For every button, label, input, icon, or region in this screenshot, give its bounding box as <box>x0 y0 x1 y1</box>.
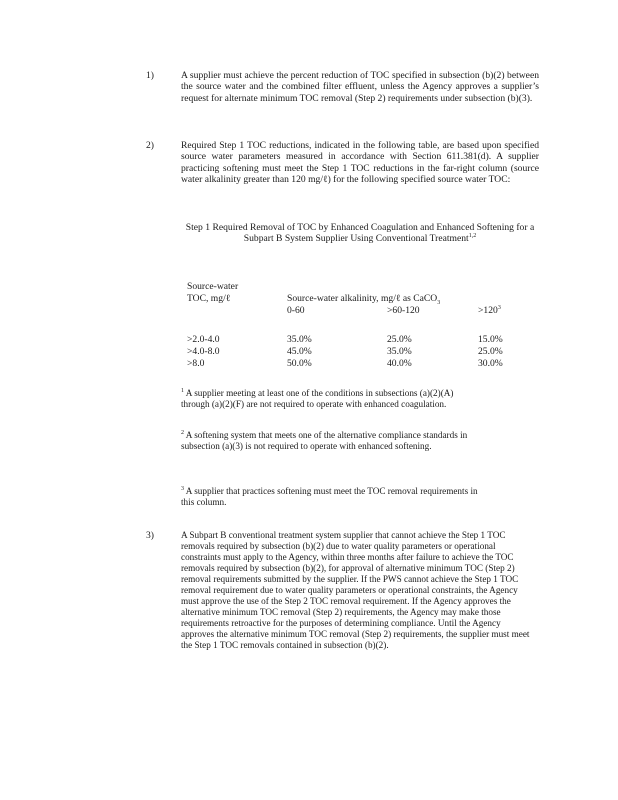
alkalinity-header <box>287 293 440 304</box>
item-3-text: A Subpart B conventional treatment system supplier that cannot achieve the Step 1 TOC removals required by subsection (b)(2) due to water quality parameters or operational constraints must apply to the Agency, within three months after failure to achieve the TOC removals required by subsection (b)(2), for approval of alternative minimum TOC (Step 2) removal requirements submitted by the supplier. If the PWS cannot achieve the Step 1 TOC removal requirement due to water quality parameters or operational constraints, the Agency must approve the use of the Step 2 TOC removal requirement. If the Agency approves the alternative minimum TOC removal (Step 2) requirements, the Agency may make those requirements retroactive for the purposes of determining compliance. Until the Agency approves the alternative minimum TOC removal (Step 2) requirements, the supplier must meet the Step 1 TOC removals contained in subsection (b)(2). <box>181 530 530 650</box>
table-cell-toc: >4.0-8.0 <box>187 346 220 357</box>
item-1-text: A supplier must achieve the percent reduction of TOC specified in subsection (b)(2) between the source water and the combined filter effluent, unless the Agency approves a supplier’s request for alternate minimum TOC removal (Step 2) requirements under subsection (b)(3). <box>181 70 539 104</box>
item-2-text: Required Step 1 TOC reductions, indicated in the following table, are based upon specified source water parameters measured in accordance with Section 611.381(d). A supplier practicing softening must meet the Step 1 TOC reductions in the far-right column (source water alkalinity greater than 120 mg/ℓ) for the following specified source water TOC: <box>181 140 539 186</box>
footnote-text: A softening system that meets one of the alternative compliance standards in subsection (a)(3) is not required to operate with enhanced softening. <box>181 430 468 451</box>
table-heading-sup: 1,2 <box>468 233 477 240</box>
col-header: 0-60 <box>287 305 305 316</box>
table-cell: 25.0% <box>478 346 503 357</box>
footnote-text: A supplier that practices softening must meet the TOC removal requirements in this column. <box>181 486 478 507</box>
alkalinity-header-text: Source-water alkalinity, mg/ℓ as CaCO <box>287 293 438 304</box>
table-cell: 35.0% <box>287 334 312 345</box>
table-cell-toc: >8.0 <box>187 358 205 369</box>
col-header-sup: 3 <box>497 304 501 311</box>
row-header-line2: TOC, mg/ℓ <box>187 293 231 304</box>
footnote-mark: 2 <box>181 429 184 436</box>
footnote-mark: 3 <box>181 485 184 492</box>
alkalinity-header-sub: 3 <box>437 299 441 306</box>
footnote-text: A supplier meeting at least one of the conditions in subsections (a)(2)(A) through (a)(2)(F) are not required to operate with enhanced coagulation. <box>181 388 454 409</box>
footnote-1 <box>181 388 481 410</box>
table-cell: 15.0% <box>478 334 503 345</box>
item-number: 3) <box>146 530 154 541</box>
item-number: 1) <box>146 70 154 81</box>
table-cell-toc: >2.0-4.0 <box>187 334 220 345</box>
table-heading-text: Step 1 Required Removal of TOC by Enhanced Coagulation and Enhanced Softening for a Subpart B System Supplier Using Conventional Treatment <box>185 222 535 245</box>
col-header-text: >120 <box>478 305 498 316</box>
table-cell: 35.0% <box>387 346 412 357</box>
table-cell: 45.0% <box>287 346 312 357</box>
col-header <box>478 305 501 316</box>
row-header-line1: Source-water <box>187 281 239 292</box>
table-cell: 40.0% <box>387 358 412 369</box>
footnote-3 <box>181 486 481 508</box>
item-number: 2) <box>146 140 154 151</box>
col-header: >60-120 <box>387 305 420 316</box>
table-cell: 25.0% <box>387 334 412 345</box>
footnote-2 <box>181 430 481 452</box>
table-cell: 30.0% <box>478 358 503 369</box>
table-heading <box>181 222 539 245</box>
footnote-mark: 1 <box>181 387 184 394</box>
table-cell: 50.0% <box>287 358 312 369</box>
